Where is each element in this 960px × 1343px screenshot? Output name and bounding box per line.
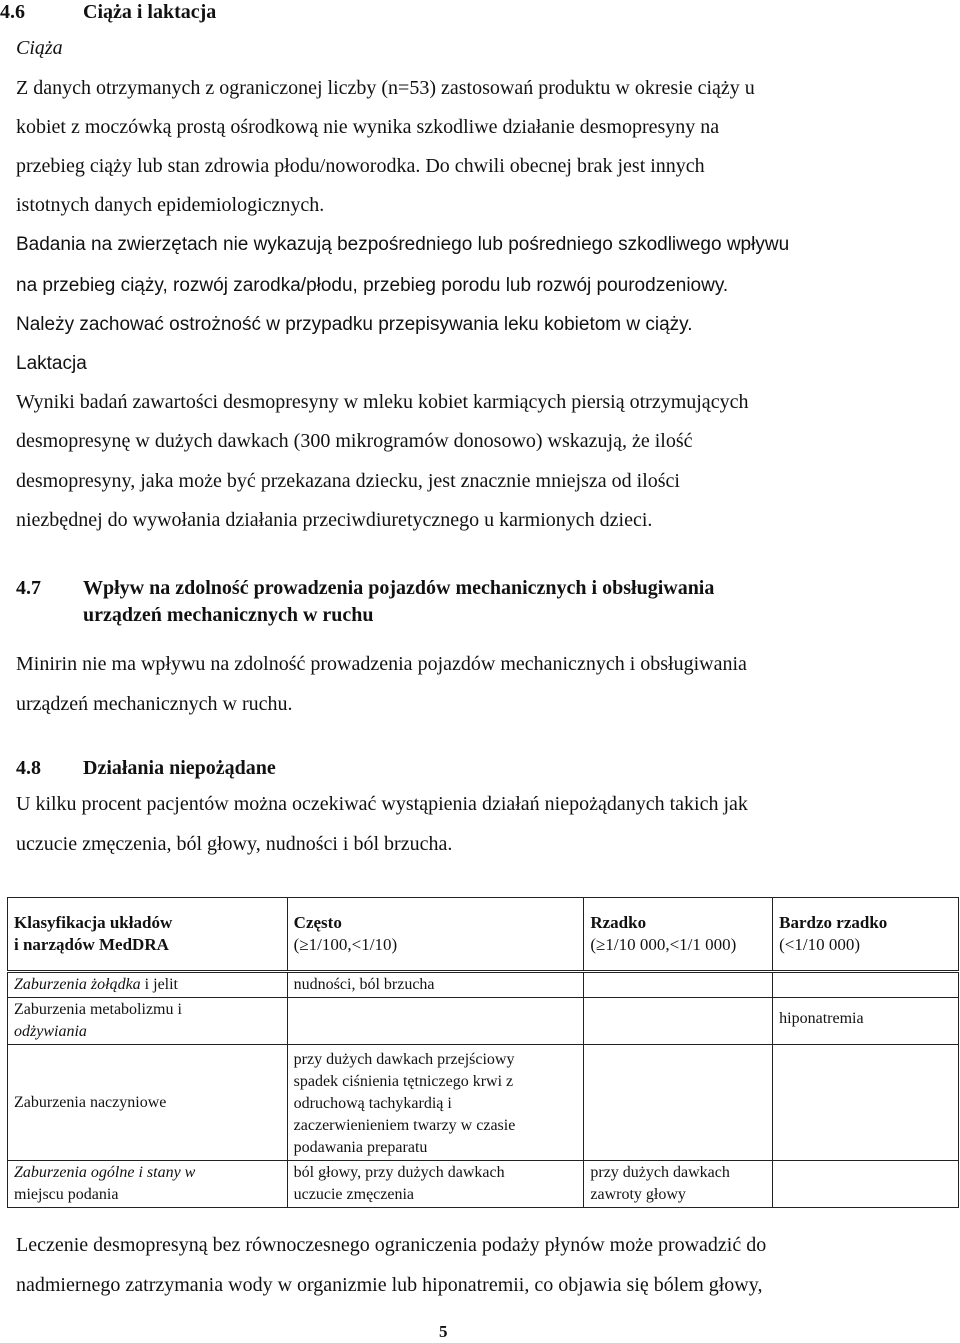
table-header-row (8, 898, 959, 972)
lactation-line-3: desmopresyny, jaka może być przekazana dziecku, jest znacznie mniejsza od ilości (16, 470, 680, 492)
header-rare (584, 898, 773, 972)
row-3-common-line-4: zaczerwienieniem twarzy w czasie (293, 1117, 516, 1134)
lactation-heading: Laktacja (16, 353, 87, 374)
row-4-soc-a: Zaburzenia ogólne i stany w (14, 1164, 196, 1181)
section-4-7-title-line-2: urządzeń mechanicznych w ruchu (83, 604, 374, 626)
section-4-7-number: 4.7 (16, 577, 41, 599)
row-2-soc (8, 998, 288, 1045)
row-4-rare-line-1: przy dużych dawkach (590, 1164, 730, 1181)
row-2-very-rare: hiponatremia (773, 998, 959, 1045)
row-3-common-line-1: przy dużych dawkach przejściowy (293, 1051, 515, 1068)
header-common-line1: Często (293, 913, 342, 932)
footer-line-2: nadmiernego zatrzymania wody w organizmie lub hiponatremii, co objawia się bólem głowy, (16, 1274, 763, 1296)
header-soc (8, 898, 288, 972)
row-3-rare (584, 1045, 773, 1161)
section-4-6-title: Ciąża i laktacja (83, 1, 217, 23)
pregnancy-line-3: przebieg ciąży lub stan zdrowia płodu/noworodka. Do chwili obecnej brak jest innych (16, 155, 705, 177)
adverse-reactions-table (7, 897, 959, 1208)
section-4-7-body-line-1: Minirin nie ma wpływu na zdolność prowadzenia pojazdów mechanicznych i obsługiwania (16, 653, 747, 675)
lactation-line-4: niezbędnej do wywołania działania przeciwdiuretycznego u karmionych dzieci. (16, 509, 653, 531)
section-4-7-title-line-1: Wpływ na zdolność prowadzenia pojazdów mechanicznych i obsługiwania (83, 577, 715, 599)
pregnancy-heading: Ciąża (16, 37, 63, 59)
lactation-line-2: desmopresynę w dużych dawkach (300 mikrogramów donosowo) wskazują, że ilość (16, 430, 693, 452)
row-2-common (287, 998, 584, 1045)
pregnancy-line-5: Badania na zwierzętach nie wykazują bezpośredniego lub pośredniego szkodliwego wpływu (16, 234, 790, 255)
row-1-soc-a: Zaburzenia żołądka (14, 976, 141, 993)
row-3-common-line-3: odruchową tachykardią i (293, 1095, 452, 1112)
row-4-common (287, 1161, 584, 1208)
table-row (8, 1161, 959, 1208)
table-row (8, 998, 959, 1045)
header-rare-line2: (≥1/10 000,<1/1 000) (590, 935, 737, 954)
row-1-very-rare (773, 972, 959, 998)
row-4-common-line-2: uczucie zmęczenia (293, 1186, 415, 1203)
pregnancy-line-7: Należy zachować ostrożność w przypadku przepisywania leku kobietom w ciąży. (16, 314, 693, 335)
row-3-common (287, 1045, 584, 1161)
row-1-rare (584, 972, 773, 998)
header-soc-line2: i narządów MedDRA (14, 935, 169, 954)
footer-line-1: Leczenie desmopresyną bez równoczesnego ograniczenia podaży płynów może prowadzić do (16, 1234, 767, 1256)
row-1-common: nudności, ból brzucha (287, 972, 584, 998)
row-1-soc (8, 972, 288, 998)
pregnancy-line-2: kobiet z moczówką prostą ośrodkową nie wynika szkodliwe działanie desmopresyny na (16, 116, 720, 138)
pregnancy-line-1: Z danych otrzymanych z ograniczonej liczby (n=53) zastosowań produktu w okresie ciąży u (16, 77, 755, 99)
section-4-8-title: Działania niepożądane (83, 757, 276, 779)
row-3-common-line-5: podawania preparatu (293, 1139, 428, 1156)
section-4-7-body-line-2: urządzeń mechanicznych w ruchu. (16, 693, 293, 715)
header-very-rare (773, 898, 959, 972)
row-2-rare (584, 998, 773, 1045)
row-3-very-rare (773, 1045, 959, 1161)
row-4-very-rare (773, 1161, 959, 1208)
section-4-6-number: 4.6 (0, 1, 25, 23)
table-row (8, 972, 959, 998)
header-soc-line1: Klasyfikacja układów (14, 913, 173, 932)
header-common (287, 898, 584, 972)
row-3-common-line-2: spadek ciśnienia tętniczego krwi z (293, 1073, 514, 1090)
row-2-soc-a: Zaburzenia metabolizmu i (14, 1001, 182, 1018)
row-4-common-line-1: ból głowy, przy dużych dawkach (293, 1164, 505, 1181)
row-4-soc-b: miejscu podania (14, 1186, 119, 1203)
section-4-8-number: 4.8 (16, 757, 41, 779)
section-4-8-body-line-1: U kilku procent pacjentów można oczekiwać wystąpienia działań niepożądanych takich jak (16, 793, 748, 815)
page-number: 5 (439, 1322, 448, 1341)
row-4-soc (8, 1161, 288, 1208)
lactation-line-1: Wyniki badań zawartości desmopresyny w mleku kobiet karmiących piersią otrzymujących (16, 391, 749, 413)
section-4-8-body-line-2: uczucie zmęczenia, ból głowy, nudności i ból brzucha. (16, 833, 453, 855)
table-row (8, 1045, 959, 1161)
pregnancy-line-6: na przebieg ciąży, rozwój zarodka/płodu, przebieg porodu lub rozwój pourodzeniowy. (16, 275, 729, 296)
header-very-rare-line2: (<1/10 000) (779, 935, 861, 954)
row-4-rare (584, 1161, 773, 1208)
header-rare-line1: Rzadko (590, 913, 647, 932)
row-3-soc: Zaburzenia naczyniowe (8, 1045, 288, 1161)
header-very-rare-line1: Bardzo rzadko (779, 913, 888, 932)
header-common-line2: (≥1/100,<1/10) (293, 935, 398, 954)
row-4-rare-line-2: zawroty głowy (590, 1186, 686, 1203)
row-1-soc-b: i jelit (140, 976, 178, 993)
row-2-soc-b: odżywiania (14, 1023, 87, 1040)
pregnancy-line-4: istotnych danych epidemiologicznych. (16, 194, 325, 216)
